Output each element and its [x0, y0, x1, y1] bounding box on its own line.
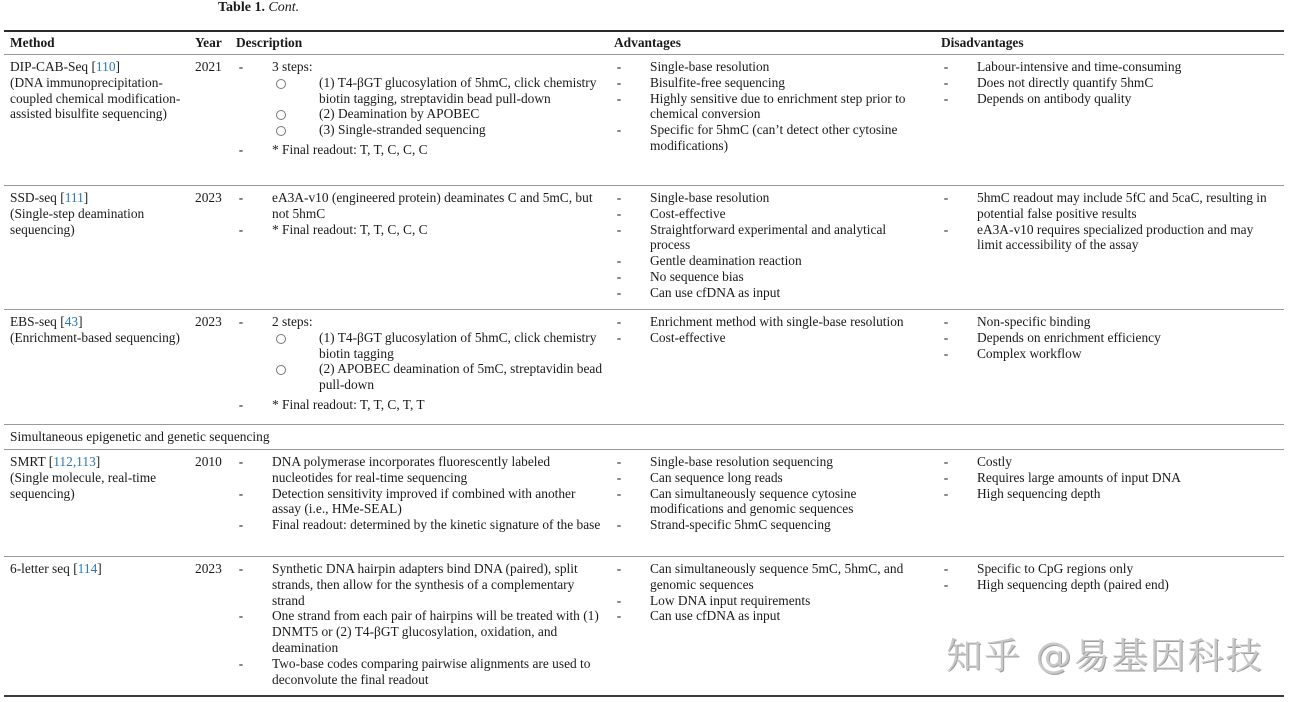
- list-item: [941, 561, 1281, 577]
- method-cell: [10, 454, 190, 501]
- advantages-cell: [614, 314, 914, 346]
- list-item: [236, 314, 606, 330]
- advantages: Cost-effective: [650, 329, 726, 345]
- list-item: [236, 656, 606, 688]
- method-name: SMRT [: [10, 454, 54, 469]
- desc-steps: (1) T4-βGT glucosylation of 5hmC, click chemistry biotin tagging: [319, 329, 597, 361]
- advantages: No sequence bias: [650, 268, 744, 284]
- list-item: [614, 608, 914, 624]
- list-item: [614, 222, 914, 254]
- citation-link[interactable]: 110: [95, 59, 116, 74]
- bullet: -: [238, 314, 244, 329]
- header-description: Description: [236, 35, 303, 50]
- disadvantages: High sequencing depth (paired end): [977, 576, 1169, 592]
- bullet: -: [943, 221, 949, 237]
- list-item: [614, 486, 914, 518]
- disadvantages: Costly: [977, 454, 1012, 469]
- method-full-name: (Single molecule, real-time sequencing): [10, 469, 157, 501]
- list-item: [236, 59, 606, 75]
- bullet: -: [616, 268, 622, 284]
- disadvantages-cell: [941, 190, 1281, 253]
- table-row: [4, 310, 1284, 425]
- description-cell: [236, 59, 606, 158]
- bullet: -: [238, 141, 244, 157]
- disadvantages: Non-specific binding: [977, 314, 1091, 329]
- table-row: [4, 186, 1284, 310]
- bullet: -: [616, 221, 622, 237]
- cite-close: ]: [78, 314, 83, 329]
- method-name: EBS-seq [: [10, 314, 65, 329]
- bullet: -: [616, 59, 622, 74]
- disadvantages: Depends on enrichment efficiency: [977, 329, 1161, 345]
- list-item: [941, 454, 1281, 470]
- bullet: -: [238, 561, 244, 576]
- list-item: [941, 577, 1281, 593]
- citation-link[interactable]: 111: [64, 190, 84, 205]
- bullet: -: [238, 485, 244, 501]
- advantages: Single-base resolution sequencing: [650, 454, 833, 469]
- table-row: [4, 450, 1284, 557]
- bullet: -: [616, 608, 622, 624]
- advantages: Single-base resolution: [650, 59, 770, 74]
- sub-list-item: [236, 122, 606, 138]
- sub-list-item: [236, 106, 606, 122]
- bullet: -: [616, 469, 622, 485]
- list-item: [941, 222, 1281, 254]
- bullet: -: [616, 592, 622, 608]
- list-item: [614, 517, 914, 533]
- citation-link[interactable]: 43: [64, 314, 79, 329]
- bullet-dash: -: [238, 59, 244, 74]
- disadvantages-cell: [941, 454, 1281, 501]
- sub-list-item: [236, 75, 606, 107]
- method-name: DIP-CAB-Seq [: [10, 59, 96, 74]
- list-item: [236, 190, 606, 222]
- method-name: SSD-seq [: [10, 190, 65, 205]
- list-item: [236, 608, 606, 655]
- bullet: -: [616, 253, 622, 269]
- circle-bullet-icon: [276, 126, 286, 136]
- list-item: [614, 593, 914, 609]
- sub-list-item: [236, 330, 606, 362]
- bullet: -: [943, 469, 949, 485]
- advantages-cell: [614, 561, 914, 624]
- list-item: [941, 75, 1281, 91]
- advantages-cell: [614, 454, 914, 533]
- description: Detection sensitivity improved if combined with another assay (i.e., HMe-SEAL): [272, 485, 576, 517]
- list-item: [941, 486, 1281, 502]
- circle-bullet-icon: [276, 365, 286, 375]
- circle-bullet-icon: [276, 110, 286, 120]
- advantages: Can use cfDNA as input: [650, 284, 781, 300]
- bullet: -: [943, 485, 949, 501]
- advantages: Strand-specific 5hmC sequencing: [650, 517, 831, 533]
- bullet: -: [943, 329, 949, 345]
- year-cell: 2021: [195, 59, 222, 74]
- bullet: -: [943, 190, 949, 205]
- advantages: Single-base resolution: [650, 190, 770, 205]
- bullet: -: [943, 90, 949, 106]
- year-cell: 2010: [195, 454, 222, 469]
- advantages: Specific for 5hmC (can’t detect other cytosine modifications): [650, 122, 898, 153]
- advantages: Gentle deamination reaction: [650, 253, 802, 269]
- method-full-name: (Enrichment-based sequencing): [10, 329, 180, 345]
- bullet: -: [616, 205, 622, 221]
- bullet: -: [238, 655, 244, 671]
- desc-final: * Final readout: T, T, C, C, C: [272, 141, 428, 157]
- list-item: [614, 122, 914, 154]
- citation-link[interactable]: 114: [77, 561, 98, 576]
- desc-steps: (3) Single-stranded sequencing: [319, 122, 486, 138]
- bullet: -: [943, 561, 949, 576]
- bullet: -: [616, 190, 622, 205]
- list-item: [236, 486, 606, 518]
- watermark-text: 知乎 @易基因科技: [946, 636, 1264, 677]
- advantages: Low DNA input requirements: [650, 592, 811, 608]
- bullet: -: [238, 517, 244, 533]
- list-item: [941, 59, 1281, 75]
- list-item: [614, 454, 914, 470]
- methods-table: [4, 30, 1284, 697]
- description-cell: [236, 454, 606, 533]
- year-cell: 2023: [195, 561, 222, 576]
- list-item: [236, 397, 606, 413]
- advantages: Enrichment method with single-base resolution: [650, 314, 904, 329]
- list-item: [941, 330, 1281, 346]
- disadvantages: Does not directly quantify 5hmC: [977, 74, 1154, 90]
- advantages: Can use cfDNA as input: [650, 608, 781, 624]
- advantages: Can sequence long reads: [650, 469, 783, 485]
- description-cell: [236, 561, 606, 687]
- list-item: [941, 346, 1281, 362]
- list-item: [941, 91, 1281, 107]
- cite-close: ]: [83, 190, 89, 205]
- bullet: -: [943, 576, 949, 592]
- advantages-cell: [614, 190, 914, 301]
- bullet: -: [616, 517, 622, 533]
- advantages: Highly sensitive due to enrichment step prior to chemical conversion: [650, 90, 906, 122]
- table-row: [4, 55, 1284, 186]
- list-item: [614, 285, 914, 301]
- disadvantages: eA3A-v10 requires specialized production and may limit accessibility of the assay: [977, 221, 1254, 253]
- bullet: -: [616, 284, 622, 300]
- bullet: -: [238, 608, 244, 624]
- desc-intro: 3 steps:: [272, 59, 313, 74]
- bullet: -: [616, 90, 622, 106]
- header-year: Year: [195, 35, 222, 50]
- citation-link[interactable]: 112,113: [53, 454, 96, 469]
- year-cell: 2023: [195, 314, 222, 329]
- disadvantages: Depends on antibody quality: [977, 90, 1132, 106]
- method-cell: [10, 190, 190, 237]
- disadvantages: Specific to CpG regions only: [977, 561, 1134, 576]
- disadvantages-cell: [941, 561, 1281, 593]
- list-item: [614, 269, 914, 285]
- advantages: Cost-effective: [650, 205, 726, 221]
- description: * Final readout: T, T, C, C, C: [272, 221, 428, 237]
- description-cell: [236, 314, 606, 413]
- list-item: [614, 470, 914, 486]
- advantages: Can simultaneously sequence 5mC, 5hmC, and genomic sequences: [650, 561, 904, 592]
- list-item: [614, 330, 914, 346]
- method-cell: [10, 59, 190, 122]
- list-item: [614, 561, 914, 593]
- bullet: -: [616, 122, 622, 138]
- bullet: -: [616, 561, 622, 576]
- advantages: Can simultaneously sequence cytosine modifications and genomic sequences: [650, 485, 857, 517]
- method-cell: [10, 561, 190, 577]
- advantages: Bisulfite-free sequencing: [650, 74, 785, 90]
- list-item: [236, 454, 606, 486]
- bullet: -: [943, 314, 949, 329]
- sub-list-item: [236, 361, 606, 393]
- list-item: [941, 470, 1281, 486]
- header-advantages: Advantages: [614, 35, 681, 50]
- list-item: [614, 59, 914, 75]
- bullet: -: [616, 314, 622, 329]
- cite-close: ]: [115, 59, 120, 74]
- bullet: -: [616, 74, 622, 90]
- section-heading: Simultaneous epigenetic and genetic sequencing: [10, 429, 270, 444]
- description: One strand from each pair of hairpins will be treated with (1) DNMT5 or (2) T4-βGT glucosylation, oxidation, and deamination: [272, 608, 599, 655]
- method-full-name: (Single-step deamination sequencing): [10, 205, 145, 237]
- list-item: [236, 222, 606, 238]
- list-item: [614, 253, 914, 269]
- method-name: 6-letter seq [: [10, 561, 78, 576]
- list-item: [614, 75, 914, 91]
- list-item: [614, 206, 914, 222]
- bullet: -: [943, 345, 949, 361]
- bullet: -: [238, 396, 244, 412]
- circle-bullet-icon: [276, 79, 286, 89]
- desc-steps: (2) Deamination by APOBEC: [319, 106, 480, 122]
- list-item: [941, 314, 1281, 330]
- bullet: -: [238, 190, 244, 205]
- circle-bullet-icon: [276, 334, 286, 344]
- disadvantages: High sequencing depth: [977, 485, 1101, 501]
- year-cell: 2023: [195, 190, 222, 205]
- cite-close: ]: [97, 561, 102, 576]
- method-cell: [10, 314, 190, 346]
- disadvantages-cell: [941, 59, 1281, 106]
- desc-steps: (2) APOBEC deamination of 5mC, streptavidin bead pull-down: [319, 361, 603, 393]
- description-cell: [236, 190, 606, 237]
- list-item: [236, 561, 606, 608]
- description: Synthetic DNA hairpin adapters bind DNA (paired), split strands, then allow for the synthesis of a complementary strand: [272, 561, 578, 608]
- bullet: -: [943, 74, 949, 90]
- table-header-row: [4, 32, 1284, 55]
- description: Two-base codes comparing pairwise alignments are used to deconvolute the final readout: [272, 655, 591, 687]
- desc-intro: 2 steps:: [272, 314, 313, 329]
- cite-close: ]: [95, 454, 101, 469]
- list-item: [236, 517, 606, 533]
- list-item: [614, 314, 914, 330]
- bullet: -: [616, 454, 622, 469]
- advantages-cell: [614, 59, 914, 154]
- desc-steps: (1) T4-βGT glucosylation of 5hmC, click chemistry biotin tagging, streptavidin bead pull-down: [319, 74, 597, 106]
- header-method: Method: [10, 35, 55, 50]
- desc-final: * Final readout: T, T, C, T, T: [272, 396, 425, 412]
- disadvantages: Complex workflow: [977, 345, 1082, 361]
- disadvantages: Requires large amounts of input DNA: [977, 469, 1181, 485]
- bullet: -: [238, 454, 244, 469]
- bullet: -: [238, 221, 244, 237]
- bullet: -: [616, 485, 622, 501]
- bullet: -: [616, 329, 622, 345]
- advantages: Straightforward experimental and analytical process: [650, 221, 887, 253]
- list-item: [614, 91, 914, 123]
- table-label: Table 1.: [218, 0, 265, 15]
- disadvantages-cell: [941, 314, 1281, 361]
- disadvantages: Labour-intensive and time-consuming: [977, 59, 1182, 74]
- list-item: [941, 190, 1281, 222]
- bullet: -: [943, 59, 949, 74]
- table-caption: [218, 0, 299, 16]
- list-item: [614, 190, 914, 206]
- header-disadvantages: Disadvantages: [941, 35, 1024, 50]
- method-full-name: (DNA immunoprecipitation-coupled chemical modification-assisted bisulfite sequencing): [10, 74, 181, 122]
- description: DNA polymerase incorporates fluorescently labeled nucleotides for real-time sequencing: [272, 454, 551, 485]
- section-heading-row: [4, 425, 1284, 450]
- list-item: [236, 142, 606, 158]
- table-cont: Cont.: [268, 0, 300, 15]
- bullet: -: [943, 454, 949, 469]
- description: eA3A-v10 (engineered protein) deaminates C and 5mC, but not 5hmC: [272, 190, 593, 221]
- description: Final readout: determined by the kinetic signature of the base: [272, 517, 601, 533]
- disadvantages: 5hmC readout may include 5fC and 5caC, resulting in potential false positive results: [977, 190, 1267, 221]
